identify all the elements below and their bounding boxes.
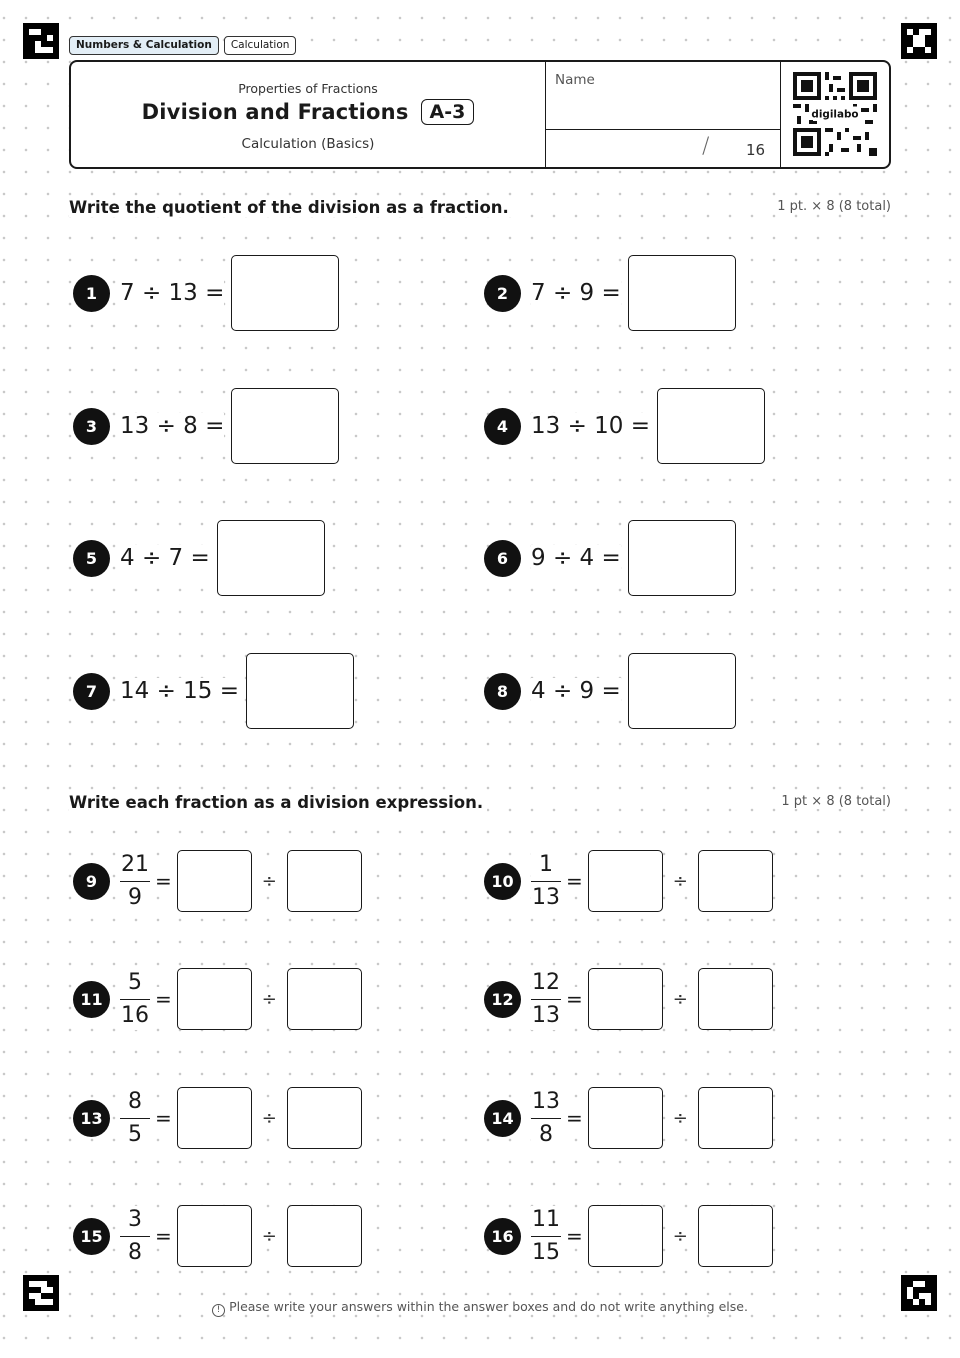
divide-sign: ÷ bbox=[672, 988, 688, 1010]
fraction-numerator: 5 bbox=[128, 969, 142, 995]
division-expression: 4 ÷ 7 = bbox=[120, 545, 210, 571]
problem-14 bbox=[484, 1087, 773, 1149]
section1-points: 1 pt. × 8 (8 total) bbox=[773, 199, 891, 214]
fraction-numerator: 3 bbox=[128, 1206, 142, 1232]
problem-number-badge: 13 bbox=[73, 1100, 110, 1137]
header-divider bbox=[546, 129, 780, 130]
worksheet-header bbox=[69, 60, 891, 169]
problem-11 bbox=[73, 968, 362, 1030]
info-icon: ! bbox=[212, 1304, 225, 1317]
dividend-answer-box[interactable] bbox=[177, 968, 252, 1030]
fraction-denominator: 13 bbox=[532, 884, 560, 910]
fraction-bar bbox=[120, 1236, 150, 1237]
fraction-bar bbox=[120, 881, 150, 882]
problem-number-badge: 16 bbox=[484, 1218, 521, 1255]
problem-4 bbox=[484, 388, 765, 464]
name-label: Name bbox=[555, 72, 595, 88]
divisor-answer-box[interactable] bbox=[287, 1087, 362, 1149]
divisor-answer-box[interactable] bbox=[698, 850, 773, 912]
footer-note bbox=[0, 1299, 960, 1317]
section2-title: Write each fraction as a division expression. bbox=[69, 793, 487, 812]
equals-sign: = bbox=[566, 869, 583, 893]
problem-number-badge: 14 bbox=[484, 1100, 521, 1137]
problem-8 bbox=[484, 653, 736, 729]
problem-16 bbox=[484, 1205, 773, 1267]
divisor-answer-box[interactable] bbox=[698, 968, 773, 1030]
header-category: Calculation (Basics) bbox=[241, 136, 375, 152]
divisor-answer-box[interactable] bbox=[287, 968, 362, 1030]
qr-code-icon bbox=[793, 72, 877, 156]
equals-sign: = bbox=[155, 1106, 172, 1130]
problem-15 bbox=[73, 1205, 362, 1267]
fraction bbox=[120, 1206, 150, 1267]
header-subtitle: Properties of Fractions bbox=[238, 81, 378, 96]
dividend-answer-box[interactable] bbox=[588, 968, 663, 1030]
division-expression: 14 ÷ 15 = bbox=[120, 678, 240, 704]
dividend-answer-box[interactable] bbox=[588, 850, 663, 912]
divide-sign: ÷ bbox=[672, 1225, 688, 1247]
fraction bbox=[120, 969, 150, 1030]
problem-number-badge: 8 bbox=[484, 673, 521, 710]
fraction bbox=[531, 1206, 561, 1267]
answer-box[interactable] bbox=[217, 520, 325, 596]
worksheet-code: A-3 bbox=[421, 99, 475, 125]
problem-1 bbox=[73, 255, 339, 331]
footer-text: Please write your answers within the answer boxes and do not write anything else. bbox=[229, 1299, 748, 1314]
equals-sign: = bbox=[566, 1224, 583, 1248]
header-title-block bbox=[71, 62, 545, 167]
answer-box[interactable] bbox=[628, 255, 736, 331]
division-expression: 7 ÷ 13 = bbox=[120, 280, 225, 306]
corner-marker-top-right bbox=[901, 23, 937, 59]
divide-sign: ÷ bbox=[261, 1107, 277, 1129]
fraction-bar bbox=[531, 999, 561, 1000]
problem-7 bbox=[73, 653, 354, 729]
answer-box[interactable] bbox=[628, 653, 736, 729]
fraction-denominator: 15 bbox=[532, 1239, 560, 1265]
fraction-denominator: 9 bbox=[128, 884, 142, 910]
section1-title: Write the quotient of the division as a fraction. bbox=[69, 198, 513, 217]
answer-box[interactable] bbox=[628, 520, 736, 596]
fraction-bar bbox=[531, 881, 561, 882]
score-total: 16 bbox=[746, 141, 766, 159]
division-expression: 4 ÷ 9 = bbox=[531, 678, 621, 704]
fraction-denominator: 16 bbox=[121, 1002, 149, 1028]
fraction-numerator: 8 bbox=[128, 1088, 142, 1114]
corner-marker-top-left bbox=[23, 23, 59, 59]
tag-category: Numbers & Calculation bbox=[69, 36, 219, 55]
problem-number-badge: 5 bbox=[73, 540, 110, 577]
answer-box[interactable] bbox=[246, 653, 354, 729]
dividend-answer-box[interactable] bbox=[177, 850, 252, 912]
problem-12 bbox=[484, 968, 773, 1030]
division-expression: 13 ÷ 10 = bbox=[531, 413, 651, 439]
problem-number-badge: 7 bbox=[73, 673, 110, 710]
fraction bbox=[120, 851, 150, 912]
equals-sign: = bbox=[155, 1224, 172, 1248]
problem-number-badge: 1 bbox=[73, 275, 110, 312]
problem-2 bbox=[484, 255, 736, 331]
dividend-answer-box[interactable] bbox=[177, 1205, 252, 1267]
fraction-denominator: 8 bbox=[539, 1121, 553, 1147]
score-slash: / bbox=[702, 134, 710, 159]
fraction bbox=[531, 969, 561, 1030]
equals-sign: = bbox=[155, 869, 172, 893]
fraction-bar bbox=[531, 1236, 561, 1237]
dividend-answer-box[interactable] bbox=[588, 1087, 663, 1149]
answer-box[interactable] bbox=[231, 388, 339, 464]
divide-sign: ÷ bbox=[261, 988, 277, 1010]
fraction bbox=[120, 1088, 150, 1149]
divide-sign: ÷ bbox=[672, 870, 688, 892]
division-expression: 9 ÷ 4 = bbox=[531, 545, 621, 571]
page-title: Division and Fractions bbox=[141, 100, 409, 124]
dividend-answer-box[interactable] bbox=[177, 1087, 252, 1149]
fraction-numerator: 11 bbox=[532, 1206, 560, 1232]
problem-number-badge: 9 bbox=[73, 863, 110, 900]
problem-number-badge: 6 bbox=[484, 540, 521, 577]
name-score-block bbox=[545, 62, 781, 167]
divisor-answer-box[interactable] bbox=[698, 1205, 773, 1267]
division-expression: 7 ÷ 9 = bbox=[531, 280, 621, 306]
category-tags bbox=[69, 36, 296, 55]
problem-3 bbox=[73, 388, 339, 464]
fraction-numerator: 12 bbox=[532, 969, 560, 995]
fraction-bar bbox=[120, 1118, 150, 1119]
fraction-numerator: 13 bbox=[532, 1088, 560, 1114]
division-expression: 13 ÷ 8 = bbox=[120, 413, 225, 439]
equals-sign: = bbox=[566, 1106, 583, 1130]
problem-number-badge: 2 bbox=[484, 275, 521, 312]
fraction-bar bbox=[120, 999, 150, 1000]
problem-9 bbox=[73, 850, 362, 912]
problem-5 bbox=[73, 520, 325, 596]
fraction bbox=[531, 1088, 561, 1149]
problem-13 bbox=[73, 1087, 362, 1149]
equals-sign: = bbox=[566, 987, 583, 1011]
problem-number-badge: 15 bbox=[73, 1218, 110, 1255]
problem-10 bbox=[484, 850, 773, 912]
fraction-denominator: 5 bbox=[128, 1121, 142, 1147]
fraction-denominator: 8 bbox=[128, 1239, 142, 1265]
qr-label: digilabo bbox=[811, 108, 859, 121]
problem-number-badge: 4 bbox=[484, 408, 521, 445]
dividend-answer-box[interactable] bbox=[588, 1205, 663, 1267]
section2-points: 1 pt × 8 (8 total) bbox=[777, 794, 891, 809]
divide-sign: ÷ bbox=[261, 870, 277, 892]
fraction-denominator: 13 bbox=[532, 1002, 560, 1028]
answer-box[interactable] bbox=[657, 388, 765, 464]
divisor-answer-box[interactable] bbox=[698, 1087, 773, 1149]
fraction-numerator: 21 bbox=[121, 851, 149, 877]
divisor-answer-box[interactable] bbox=[287, 1205, 362, 1267]
problem-number-badge: 11 bbox=[73, 981, 110, 1018]
divide-sign: ÷ bbox=[261, 1225, 277, 1247]
equals-sign: = bbox=[155, 987, 172, 1011]
answer-box[interactable] bbox=[231, 255, 339, 331]
problem-number-badge: 10 bbox=[484, 863, 521, 900]
divide-sign: ÷ bbox=[672, 1107, 688, 1129]
problem-number-badge: 12 bbox=[484, 981, 521, 1018]
problem-number-badge: 3 bbox=[73, 408, 110, 445]
problem-6 bbox=[484, 520, 736, 596]
fraction-bar bbox=[531, 1118, 561, 1119]
fraction-numerator: 1 bbox=[539, 851, 553, 877]
divisor-answer-box[interactable] bbox=[287, 850, 362, 912]
tag-subcategory: Calculation bbox=[224, 36, 297, 55]
fraction bbox=[531, 851, 561, 912]
